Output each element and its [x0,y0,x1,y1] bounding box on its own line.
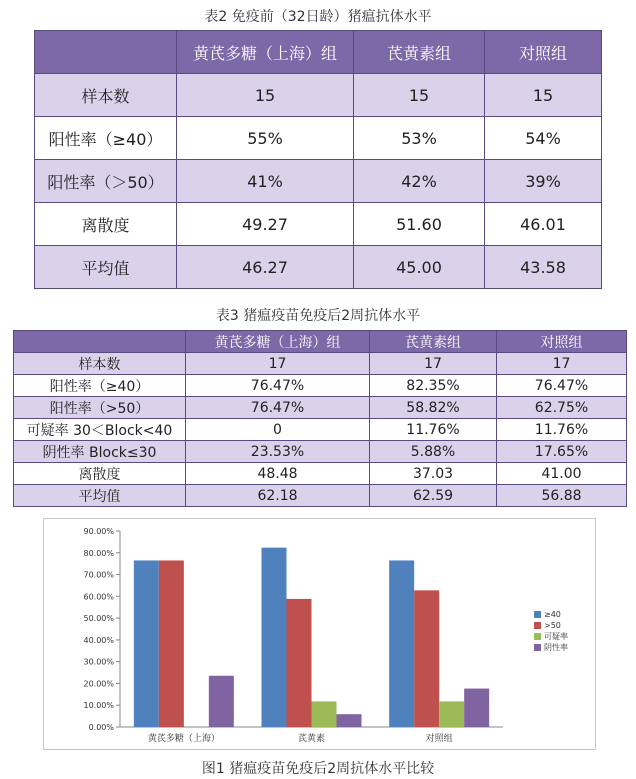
x-tick-label: 芪黄素 [297,734,326,744]
table-cell: 41.00 [497,463,627,485]
y-tick-label: 80.00% [83,548,114,558]
table-cell: 11.76% [370,419,497,441]
y-tick-label: 0.00% [88,723,114,732]
x-tick-label: 黄芪多糖（上海） [147,734,220,744]
table-cell: 41% [177,160,354,203]
y-tick-label: 70.00% [83,570,114,580]
row-label: 阳性率（＞50） [35,160,177,203]
column-header: 对照组 [497,331,627,353]
table-row [35,74,602,117]
legend-label: 阴性率 [544,643,568,652]
y-tick-label: 20.00% [83,679,114,689]
bar-2-2 [439,701,464,727]
table-cell: 62.75% [497,397,627,419]
legend-swatch [534,611,541,618]
row-label: 平均值 [14,485,186,507]
row-label: 离散度 [35,203,177,246]
table-cell: 49.27 [177,203,354,246]
column-header: 黄芪多糖（上海）组 [186,331,370,353]
y-tick-label: 10.00% [83,701,114,711]
table-cell: 17 [370,353,497,375]
table-row [35,117,602,160]
table-cell: 54% [485,117,602,160]
y-tick-label: 50.00% [83,614,114,624]
table-cell: 53% [354,117,485,160]
row-label: 样本数 [35,74,177,117]
bar-3-2 [464,689,489,727]
table-cell: 37.03 [370,463,497,485]
table-cell: 17 [497,353,627,375]
legend-label: ≥40 [544,610,561,619]
column-header [35,31,177,74]
table2-caption: 表2 免疫前（32日龄）猪瘟抗体水平 [204,9,432,25]
table-cell: 76.47% [186,375,370,397]
table-cell: 45.00 [354,246,485,289]
table2 [34,30,602,289]
table-cell: 17 [186,353,370,375]
bar-3-0 [209,676,234,727]
table-header-row [14,331,627,353]
table-cell: 51.60 [354,203,485,246]
table-cell: 43.58 [485,246,602,289]
legend-label: 可疑率 [544,632,568,641]
y-tick-label: 30.00% [83,657,114,667]
y-tick-label: 40.00% [83,635,114,645]
table-header-row [35,31,602,74]
column-header: 黄芪多糖（上海）组 [177,31,354,74]
column-header: 对照组 [485,31,602,74]
row-label: 阳性率（≥40） [14,375,186,397]
table-cell: 82.35% [370,375,497,397]
y-tick-label: 90.00% [83,527,114,536]
table-cell: 48.48 [186,463,370,485]
bar-1-0 [159,560,184,727]
table-cell: 17.65% [497,441,627,463]
row-label: 阳性率（≥40） [35,117,177,160]
table-cell: 76.47% [186,397,370,419]
table-row [14,419,627,441]
bar-2-1 [312,701,337,727]
legend-swatch [534,622,541,629]
bar-1-2 [414,590,439,727]
table3-caption: 表3 猪瘟疫苗免疫后2周抗体水平 [215,308,421,324]
row-label: 阴性率 Block≤30 [14,441,186,463]
table-cell: 46.01 [485,203,602,246]
legend-label: >50 [544,621,561,630]
bar-3-1 [337,714,362,727]
column-header [14,331,186,353]
table-row [35,160,602,203]
table-row [14,485,627,507]
column-header: 芪黄素组 [370,331,497,353]
x-tick-label: 对照组 [425,734,453,744]
table-cell: 0 [186,419,370,441]
bar-1-1 [287,599,312,727]
table-cell: 15 [485,74,602,117]
table-row [14,463,627,485]
table-row [14,375,627,397]
table-cell: 62.59 [370,485,497,507]
row-label: 离散度 [14,463,186,485]
table-cell: 62.18 [186,485,370,507]
bar-chart [44,519,595,749]
table-row [14,441,627,463]
table-cell: 55% [177,117,354,160]
table-cell: 58.82% [370,397,497,419]
row-label: 平均值 [35,246,177,289]
row-label: 阳性率（>50） [14,397,186,419]
table-cell: 15 [177,74,354,117]
row-label: 样本数 [14,353,186,375]
table-row [14,353,627,375]
table-cell: 23.53% [186,441,370,463]
table-row [35,246,602,289]
chart-container [43,518,596,750]
table-cell: 42% [354,160,485,203]
bar-0-2 [389,560,414,727]
table-cell: 46.27 [177,246,354,289]
table-cell: 56.88 [497,485,627,507]
table3 [13,330,627,507]
table-row [35,203,602,246]
table-cell: 5.88% [370,441,497,463]
bar-0-0 [134,560,159,727]
legend-swatch [534,633,541,640]
row-label: 可疑率 30＜Block<40 [14,419,186,441]
table-cell: 11.76% [497,419,627,441]
table-row [14,397,627,419]
table-cell: 76.47% [497,375,627,397]
table-cell: 39% [485,160,602,203]
bar-0-1 [262,548,287,727]
y-tick-label: 60.00% [83,592,114,602]
table-cell: 15 [354,74,485,117]
figure-caption: 图1 猪瘟疫苗免疫后2周抗体水平比较 [201,761,435,777]
column-header: 芪黄素组 [354,31,485,74]
legend-swatch [534,644,541,651]
